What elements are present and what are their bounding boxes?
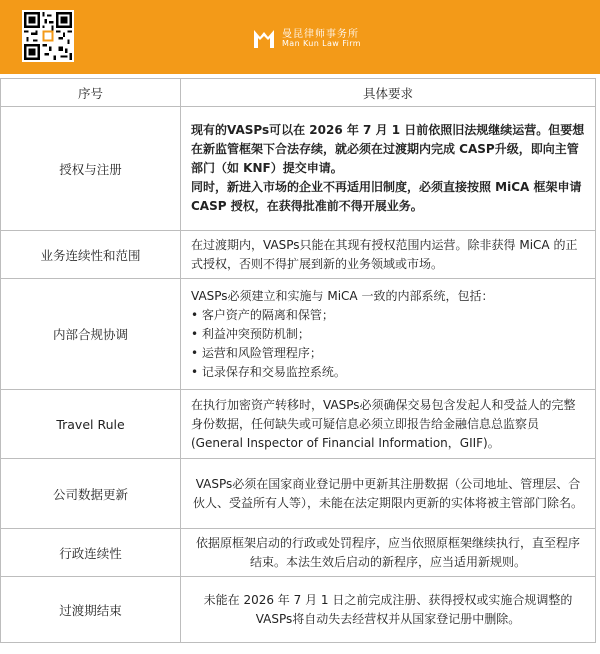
row-label: 过渡期结束 <box>1 577 181 643</box>
row-label: 行政连续性 <box>1 529 181 577</box>
row-content: 在执行加密资产转移时，VASPs必须确保交易包含发起人和受益人的完整身份数据，任何缺失或可疑信息必须立即报告给金融信息总监察员 (General Inspector of Financial Information，GIIF)。 <box>181 390 596 459</box>
header-serial: 序号 <box>1 79 181 107</box>
qr-code-icon <box>22 10 74 62</box>
list-item: • 利益冲突预防机制； <box>191 325 585 344</box>
brand-name-chinese: 曼昆律师事务所 <box>282 29 359 41</box>
table-row <box>1 231 596 279</box>
requirements-table <box>0 78 596 643</box>
row-paragraph: 现有的VASPs可以在 2026 年 7 月 1 日前依照旧法规继续运营。但要想在新监管框架下合法存续，就必须在过渡期内完成 CASP升级，即向主管部门（如 KNF）提交申请。 <box>191 123 585 175</box>
row-intro: VASPs必须建立和实施与 MiCA 一致的内部系统，包括： <box>191 288 494 303</box>
table-row <box>1 107 596 231</box>
row-label: 内部合规协调 <box>1 279 181 390</box>
list-item: • 运营和风险管理程序； <box>191 344 585 363</box>
brand-name-english: Man Kun Law Firm <box>282 39 361 49</box>
table-row <box>1 459 596 529</box>
mankun-logo-icon <box>252 27 276 51</box>
row-paragraph: 同时，新进入市场的企业不再适用旧制度，必须直接按照 MiCA 框架申请 CASP 授权，在获得批准前不得开展业务。 <box>191 180 582 213</box>
row-content: VASPs必须在国家商业登记册中更新其注册数据（公司地址、管理层、合伙人、受益所有人等），未能在法定期限内更新的实体将被主管部门除名。 <box>181 459 596 529</box>
table-row <box>1 279 596 390</box>
table-row <box>1 390 596 459</box>
row-label: 授权与注册 <box>1 107 181 231</box>
table-row <box>1 529 596 577</box>
list-item: • 记录保存和交易监控系统。 <box>191 363 585 382</box>
row-content: 未能在 2026 年 7 月 1 日之前完成注册、获得授权或实施合规调整的VASPs将自动失去经营权并从国家登记册中删除。 <box>181 577 596 643</box>
header-requirements: 具体要求 <box>181 79 596 107</box>
list-item: • 客户资产的隔离和保管； <box>191 306 585 325</box>
row-content <box>181 279 596 390</box>
bullet-list <box>191 306 585 382</box>
header-banner <box>0 0 600 74</box>
row-label: Travel Rule <box>1 390 181 459</box>
table-header-row <box>1 79 596 107</box>
table-row <box>1 577 596 643</box>
row-content: 在过渡期内，VASPs只能在其现有授权范围内运营。除非获得 MiCA 的正式授权，否则不得扩展到新的业务领域或市场。 <box>181 231 596 279</box>
row-label: 业务连续性和范围 <box>1 231 181 279</box>
brand-logo <box>252 24 361 54</box>
row-content <box>181 107 596 231</box>
row-label: 公司数据更新 <box>1 459 181 529</box>
row-content: 依据原框架启动的行政或处罚程序，应当依照原框架继续执行，直至程序结束。本法生效后启动的新程序，应当适用新规则。 <box>181 529 596 577</box>
